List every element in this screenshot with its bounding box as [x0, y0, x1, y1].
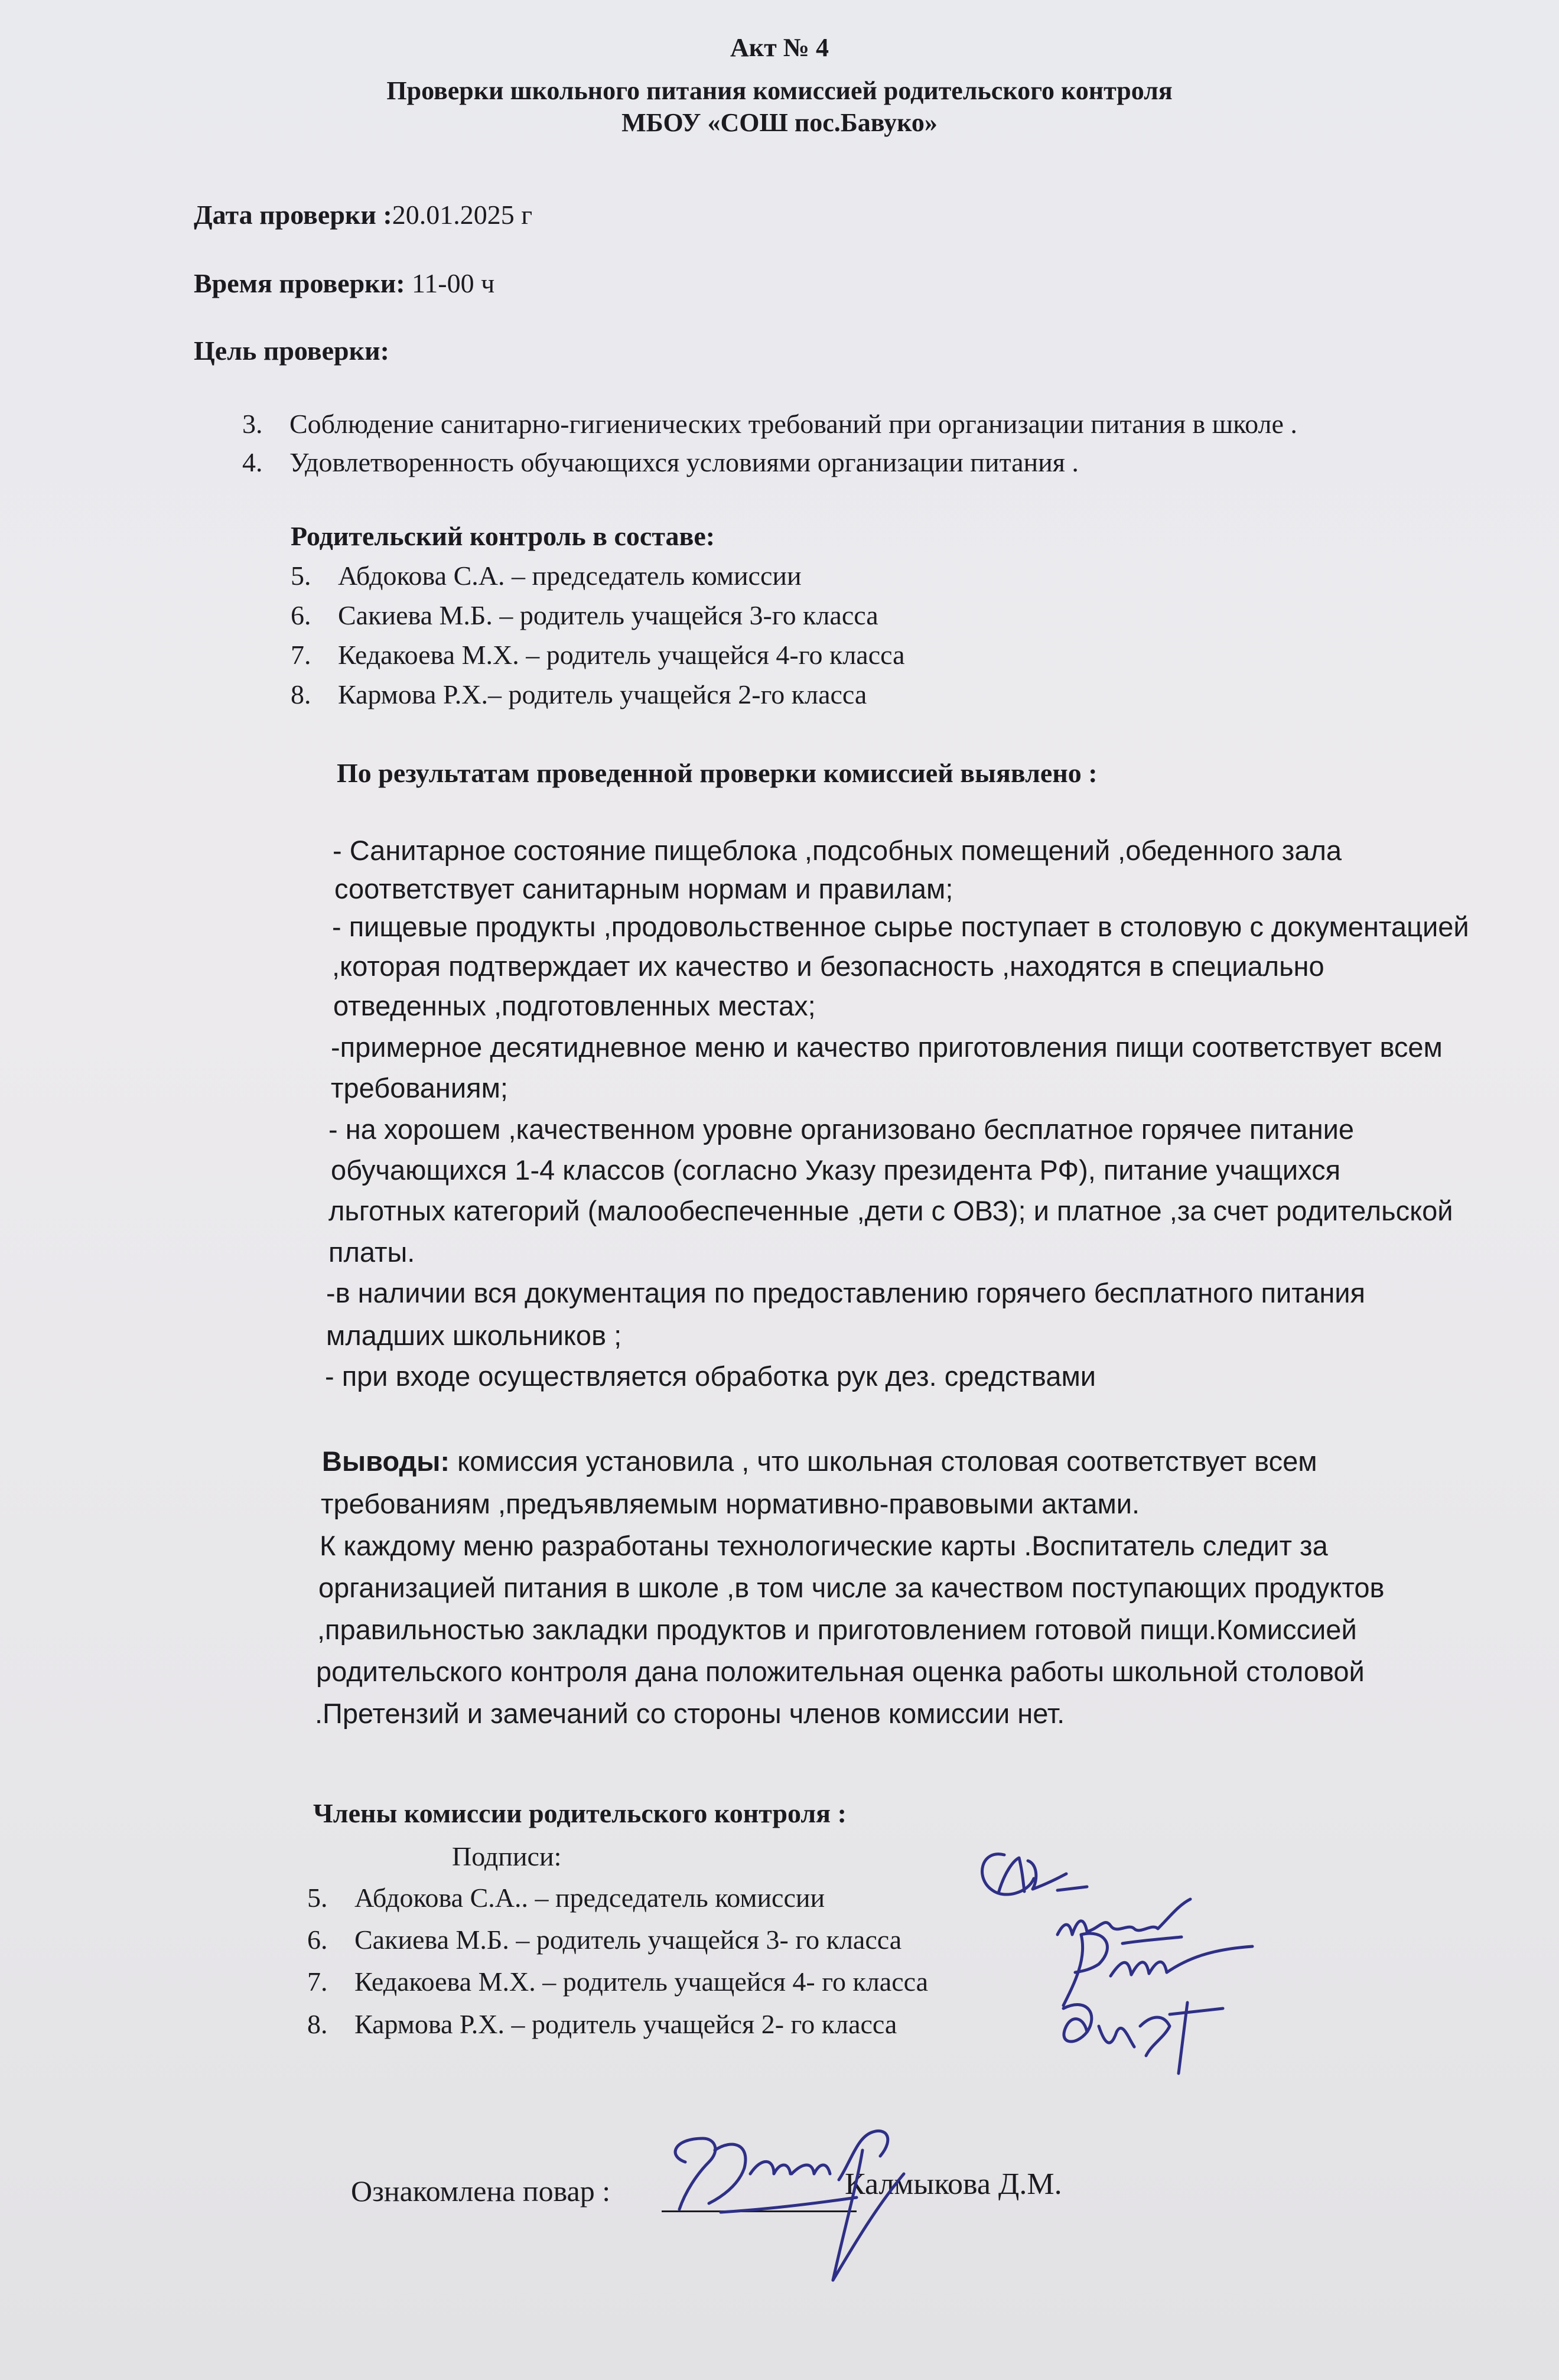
acknowledgement-label: Ознакомлена повар :	[351, 2174, 611, 2208]
time-label: Время проверки:	[194, 268, 405, 298]
conclusions-line: родительского контроля дана положительная оценка работы школьной столовой	[316, 1656, 1365, 1687]
findings-line: младших школьников ;	[326, 1320, 622, 1351]
findings-line: - при входе осуществляется обработка рук дез. средствами	[325, 1360, 1096, 1392]
member-number: 5.	[291, 561, 311, 591]
goal-number: 3.	[242, 409, 263, 439]
member-text: Кармова Р.Х. – родитель учащейся 2- го класса	[354, 2009, 897, 2039]
conclusions-label: Выводы:	[322, 1445, 450, 1477]
member-text: Абдокова С.А.. – председатель комиссии	[354, 1883, 825, 1913]
member-number: 7.	[307, 1966, 328, 1997]
findings-line: - Санитарное состояние пищеблока ,подсобных помещений ,обеденного зала	[333, 835, 1342, 866]
goal-text: Соблюдение санитарно-гигиенических требований при организации питания в школе .	[289, 409, 1297, 439]
conclusions-line	[322, 1445, 1317, 1477]
member-number: 7.	[291, 640, 311, 670]
conclusions-line: организацией питания в школе ,в том числе за качеством поступающих продуктов	[318, 1572, 1385, 1603]
member-text: Кармова Р.Х.– родитель учащейся 2-го класса	[338, 679, 867, 709]
conclusions-line: К каждому меню разработаны технологические карты .Воспитатель следит за	[320, 1530, 1328, 1561]
findings-heading: По результатам проведенной проверки комиссией выявлено :	[337, 758, 1098, 788]
signature-member	[307, 2008, 897, 2040]
signature-karmova-icon	[1052, 1991, 1241, 2079]
date-field	[194, 199, 532, 230]
signature-member	[307, 1966, 928, 1997]
findings-line: - на хорошем ,качественном уровне организовано бесплатное горячее питание	[328, 1114, 1355, 1145]
findings-line: соответствует санитарным нормам и правилам;	[334, 873, 953, 904]
goal-item	[242, 447, 1079, 478]
member-text: Сакиева М.Б. – родитель учащейся 3-го класса	[338, 600, 878, 630]
member-number: 8.	[291, 679, 311, 709]
findings-line: платы.	[328, 1236, 415, 1268]
findings-line: отведенных ,подготовленных местах;	[333, 990, 816, 1021]
findings-line: льготных категорий (малообеспеченные ,дети с ОВЗ); и платное ,за счет родительской	[328, 1195, 1453, 1226]
findings-line: требованиям;	[331, 1072, 508, 1103]
goal-field	[194, 335, 389, 366]
act-title: Акт № 4	[730, 33, 829, 62]
member-number: 5.	[307, 1883, 328, 1913]
act-subtitle: Проверки школьного питания комиссией родительского контроля	[386, 76, 1173, 105]
conclusions-line: .Претензий и замечаний со стороны членов комиссии нет.	[315, 1698, 1065, 1729]
commission-member	[291, 679, 867, 710]
commission-member	[291, 560, 802, 591]
goal-text: Удовлетворенность обучающихся условиями организации питания .	[289, 447, 1079, 477]
date-value: 20.01.2025 г	[392, 200, 533, 230]
commission-heading: Родительский контроль в составе:	[291, 521, 715, 551]
time-value: 11-00 ч	[405, 268, 495, 298]
conclusions-line: ,правильностью закладки продуктов и приготовлением готовой пищи.Комиссией	[317, 1614, 1357, 1645]
signatures-subheading: Подписи:	[452, 1841, 562, 1871]
member-text: Кедакоева М.Х. – родитель учащейся 4- го класса	[354, 1966, 929, 1997]
member-number: 8.	[307, 2009, 328, 2039]
member-text: Сакиева М.Б. – родитель учащейся 3- го класса	[354, 1925, 902, 1955]
signature-member	[307, 1882, 825, 1913]
signature-kalmykova-icon	[662, 2115, 916, 2286]
commission-member	[291, 600, 878, 631]
member-text: Кедакоева М.Х. – родитель учащейся 4-го класса	[338, 640, 905, 670]
findings-line: ,которая подтверждает их качество и безопасность ,находятся в специально	[332, 950, 1324, 982]
findings-line: обучающихся 1-4 классов (согласно Указу президента РФ), питание учащихся	[331, 1154, 1341, 1186]
goal-item	[242, 408, 1297, 439]
member-number: 6.	[291, 600, 311, 630]
goal-number: 4.	[242, 447, 263, 477]
member-text: Абдокова С.А. – председатель комиссии	[338, 561, 802, 591]
member-number: 6.	[307, 1925, 328, 1955]
commission-member	[291, 639, 905, 670]
time-field	[194, 268, 494, 299]
findings-line: -примерное десятидневное меню и качество приготовления пищи соответствует всем	[331, 1031, 1443, 1063]
cook-name: Калмыкова Д.М.	[845, 2167, 1062, 2201]
goal-label: Цель проверки:	[194, 336, 389, 366]
signatures-heading: Члены комиссии родительского контроля :	[313, 1798, 847, 1828]
conclusions-text: комиссия установила , что школьная столовая соответствует всем	[450, 1445, 1317, 1477]
school-name: МБОУ «СОШ пос.Бавуко»	[621, 108, 938, 137]
signature-member	[307, 1924, 901, 1955]
date-label: Дата проверки :	[194, 200, 392, 230]
conclusions-line: требованиям ,предъявляемым нормативно-правовыми актами.	[321, 1488, 1140, 1519]
findings-line: - пищевые продукты ,продовольственное сырье поступает в столовую с документацией	[332, 911, 1469, 942]
findings-line: -в наличии вся документация по предоставлению горячего бесплатного питания	[326, 1277, 1366, 1308]
